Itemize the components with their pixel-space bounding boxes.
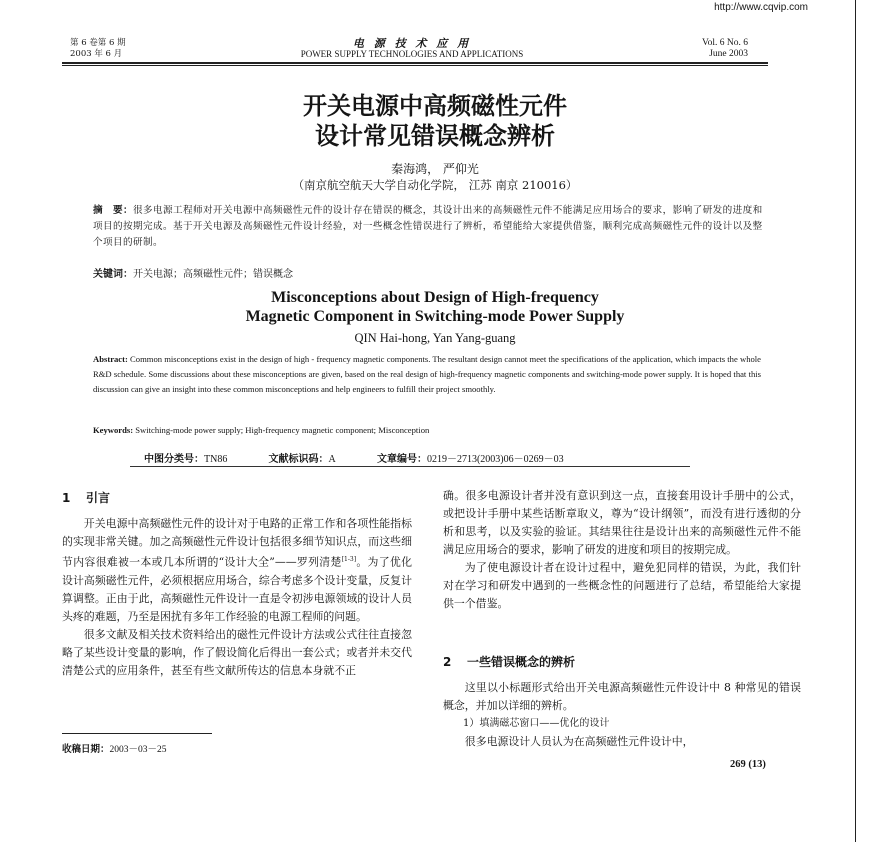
section-2-title: 一些错误概念的辨析 <box>467 655 576 669</box>
header-rule <box>62 62 768 64</box>
doc-value: A <box>328 454 336 465</box>
section-1-title: 引言 <box>86 491 111 505</box>
article-number <box>377 454 564 465</box>
received-value: 2003－03－25 <box>109 745 167 755</box>
paragraph: 这里以小标题形式给出开关电源高频磁性元件设计中 8 种常见的错误概念，并加以详细的辨析。 <box>443 681 801 712</box>
title-en-line-1: Misconceptions about Design of High-frequency <box>271 289 599 306</box>
affiliation-cn: （南京航空航天大学自动化学院， 江苏 南京 210016） <box>292 178 578 192</box>
section-2-body <box>443 679 801 751</box>
keywords-en-label: Keywords: <box>93 425 134 435</box>
section-1-body <box>62 515 412 680</box>
clc-label: 中图分类号： <box>144 454 204 465</box>
art-label: 文章编号： <box>376 454 427 465</box>
header-rule-thin <box>62 65 768 66</box>
paragraph-text: 开关电源中高频磁性元件的设计对于电路的正常工作和各项性能指标的实现非常关键。加之高频磁性元件设计包括很多细节知识点，而这些细节内容很难被一本或几本所谓的“设计大全”——罗列清楚 <box>62 517 412 569</box>
header-right <box>702 38 748 60</box>
section-2-number: 2 <box>443 655 452 669</box>
authors-en: QIN Hai-hong, Yan Yang-guang <box>354 331 516 345</box>
abstract-cn <box>93 203 763 251</box>
classification-line <box>144 450 744 465</box>
volume-issue-en: Vol. 6 No. 6 <box>701 38 748 48</box>
page-number: 269 (13) <box>730 759 766 770</box>
title-cn-line-1: 开关电源中高频磁性元件 <box>303 92 567 120</box>
paragraph: 确。很多电源设计者并没有意识到这一点，直接套用设计手册中的公式，或把设计手册中某些话断章取义，尊为“设计纲领”，而没有进行透彻的分析和思考，以及实验的验证。其结果往往是设计出来的高频磁性元件不能满足应用场合的要求，影响了研发的进度和项目的按期完成。 <box>443 489 801 556</box>
section-2-heading <box>443 653 801 670</box>
abstract-en-text: Common misconceptions exist in the design of high - frequency magnetic components. The resultant design cannot meet the specifications of the application, which impacts the whole R&D schedule. Some discussions about these misconceptions are given, based on the real design of high-frequency magnetic components and switching-mode power supply. It is hoped that this discussion can give an insight into these common misconceptions and help engineers to fulfill their project smoothly. <box>93 354 761 394</box>
footnote-rule <box>62 733 212 734</box>
source-url: http://www.cqvip.com <box>714 2 808 13</box>
section-1-heading <box>62 489 412 506</box>
received-label: 收稿日期： <box>62 744 110 755</box>
keywords-en <box>93 425 761 435</box>
paragraph: 很多电源设计人员认为在高频磁性元件设计中， <box>464 735 694 748</box>
art-value: 0219－2713(2003)06－0269－03 <box>426 454 564 465</box>
date-cn: 2003 年 6 月 <box>70 49 123 59</box>
authors-cn: 秦海鸿， 严仰光 <box>391 162 479 176</box>
received-date <box>62 741 167 755</box>
paragraph <box>62 515 412 626</box>
abstract-en-label: Abstract: <box>93 354 128 364</box>
title-en-line-2: Magnetic Component in Switching-mode Power Supply <box>245 308 625 325</box>
abstract-cn-text: 很多电源工程师对开关电源中高频磁性元件的设计存在错误的概念，其设计出来的高频磁性元件不能满足应用场合的要求，影响了研发的进度和项目的按期完成。基于开关电源及高频磁性元件设计经验，对一些概念性错误进行了辨析，希望能给大家提供借鉴，顺利完成高频磁性元件的设计以及整个项目的研制。 <box>93 205 763 248</box>
paragraph-text: 。为了优化设计高频磁性元件，必须根据应用场合，综合考虑多个设计变量，反复计算调整。正由于此，高频磁性元件设计一直是令初涉电源领域的设计人员头疼的难题，乃至是困扰有多年工作经验的电源工程师的问题。 <box>62 555 412 623</box>
title-cn-line-2: 设计常见错误概念辨析 <box>315 122 555 150</box>
journal-name-cn: 电 源 技 术 应 用 <box>352 37 472 50</box>
keywords-cn-text: 开关电源；高频磁性元件；错误概念 <box>133 269 293 280</box>
paragraph: 很多文献及相关技术资料给出的磁性元件设计方法或公式往往直接忽略了某些设计变量的影响，作了假设简化后得出一套公式；或者并未交代清楚公式的应用条件，甚至有些文献所传达的信息本身就不正 <box>62 627 412 677</box>
citation: [1-3] <box>341 556 357 563</box>
abstract-cn-label: 摘 要： <box>93 205 133 216</box>
volume-issue-cn: 第 6 卷第 6 期 <box>70 38 126 48</box>
keywords-cn <box>93 265 763 280</box>
abstract-en <box>93 352 761 397</box>
keywords-cn-label: 关键词： <box>93 269 133 280</box>
subheading: 1）填满磁芯窗口——优化的设计 <box>463 718 610 729</box>
paragraph: 为了使电源设计者在设计过程中，避免犯同样的错误，为此，我们针对在学习和研发中遇到的一些概念性的问题进行了总结，希望能给大家提供一个借鉴。 <box>443 561 801 610</box>
keywords-en-text: Switching-mode power supply; High-frequency magnetic component; Misconception <box>133 425 430 435</box>
section-1-continued <box>443 487 801 613</box>
document-code <box>269 454 336 465</box>
clc-value: TN86 <box>204 454 228 465</box>
header-center <box>62 38 762 60</box>
section-1-number: 1 <box>62 491 71 505</box>
doc-label: 文献标识码： <box>268 454 329 465</box>
journal-name-en: POWER SUPPLY TECHNOLOGIES AND APPLICATIONS <box>300 49 524 59</box>
clc-number <box>144 454 227 465</box>
date-en: June 2003 <box>709 49 748 59</box>
classification-rule <box>130 466 690 467</box>
